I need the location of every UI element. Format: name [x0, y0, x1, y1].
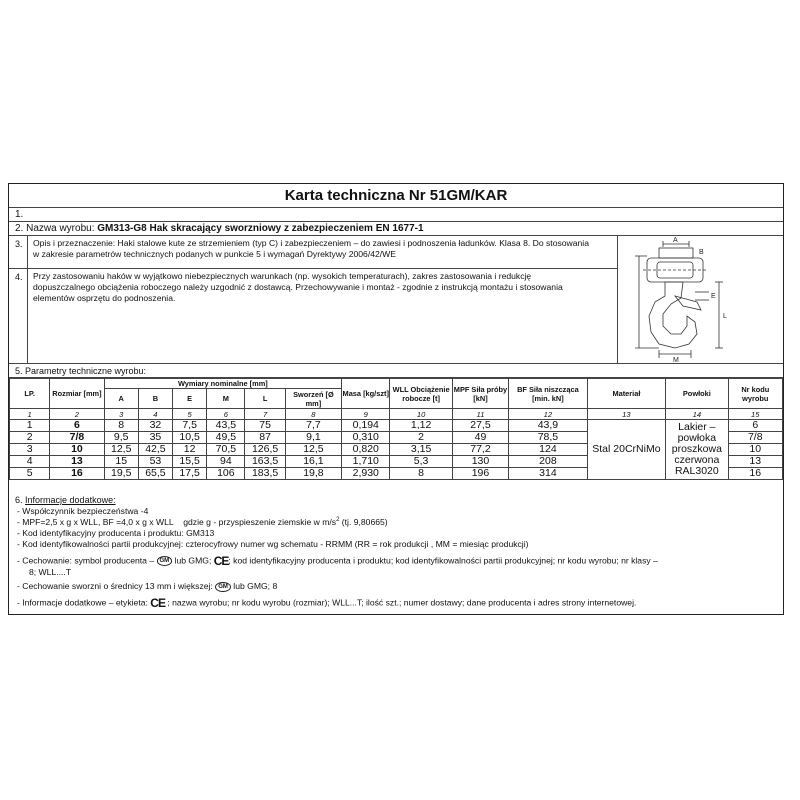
cell-sworzen: 9,1: [285, 432, 341, 444]
cell-lp: 2: [10, 432, 50, 444]
label-info: Informacje dodatkowe – etykieta:: [22, 597, 148, 608]
cell-powloki: Lakier – powłoka proszkowa czerwona RAL3020: [666, 420, 728, 480]
row-1: 1.: [9, 208, 783, 222]
description-section: [9, 236, 783, 364]
cell-mpf: 77,2: [452, 444, 508, 456]
info-line-1: - Współczynnik bezpieczeństwa -4: [17, 506, 149, 516]
cell-m: 43,5: [207, 420, 245, 432]
cell-a: 12,5: [104, 444, 138, 456]
parameters-table: [9, 378, 783, 480]
header-powloki: Powłoki: [666, 379, 728, 409]
cell-lp: 1: [10, 420, 50, 432]
column-index: 13: [587, 409, 666, 420]
cell-m: 49,5: [207, 432, 245, 444]
cell-b: 42,5: [138, 444, 172, 456]
cell-m: 106: [207, 468, 245, 480]
cell-material: Stal 20CrNiMo: [587, 420, 666, 480]
formula-note: gdzie g - przyspieszenie ziemskie w m/s: [183, 517, 337, 527]
header-nr-kodu: Nr kodu wyrobu: [728, 379, 782, 409]
cell-e: 17,5: [173, 468, 207, 480]
cell-a: 15: [104, 456, 138, 468]
dim-label-a: A: [673, 237, 678, 244]
product-name-label: 2. Nazwa wyrobu:: [15, 223, 95, 234]
info-heading: [15, 495, 116, 505]
header-a: A: [104, 389, 138, 409]
cell-nr-kodu: 16: [728, 468, 782, 480]
column-index: 15: [728, 409, 782, 420]
section-5-heading: 5. Parametry techniczne wyrobu:: [9, 364, 783, 378]
info-line-3: - Kod identyfikacyjny producenta i produktu: GM313: [17, 528, 215, 538]
cell-wll: 2: [390, 432, 452, 444]
cell-wll: 8: [390, 468, 452, 480]
sheet-title: Karta techniczna Nr 51GM/KAR: [9, 184, 783, 208]
column-index: 3: [104, 409, 138, 420]
technical-sheet: [8, 183, 784, 615]
header-mpf: MPF Siła próby [kN]: [452, 379, 508, 409]
column-index: 6: [207, 409, 245, 420]
cell-lp: 3: [10, 444, 50, 456]
info-line-4: - Kod identyfikowalności partii produkcyjnej: czterocyfrowy numer wg schematu - RRMM (RR = rok produkcji , MM = miesiąc produkcji): [17, 539, 529, 549]
column-index: 11: [452, 409, 508, 420]
cell-l: 126,5: [245, 444, 285, 456]
cell-b: 53: [138, 456, 172, 468]
column-index: 8: [285, 409, 341, 420]
cell-bf: 43,9: [509, 420, 588, 432]
cell-masa: 0,194: [342, 420, 390, 432]
cell-wll: 5,3: [390, 456, 452, 468]
cell-b: 35: [138, 432, 172, 444]
cell-nr-kodu: 10: [728, 444, 782, 456]
cell-a: 8: [104, 420, 138, 432]
marking-text: Cechowanie: symbol producenta –: [22, 555, 155, 566]
cell-lp: 4: [10, 456, 50, 468]
cell-bf: 208: [509, 456, 588, 468]
divider: [617, 236, 618, 363]
cell-sworzen: 16,1: [285, 456, 341, 468]
cell-a: 19,5: [104, 468, 138, 480]
header-wymiary: Wymiary nominalne [mm]: [104, 379, 342, 389]
cell-rozmiar: 13: [50, 456, 104, 468]
header-bf: BF Siła niszcząca [min. kN]: [509, 379, 588, 409]
column-index: 9: [342, 409, 390, 420]
cell-sworzen: 12,5: [285, 444, 341, 456]
info-line-5: - Cechowanie: symbol producenta – GM lub GMG; CE; kod identyfikacyjny producenta i produktu; kod identyfikowalności partii produkcyjnej; nr kodu wyrobu; nr klasy –: [17, 554, 658, 568]
header-l: L: [245, 389, 285, 409]
column-index: 14: [666, 409, 728, 420]
header-m: M: [207, 389, 245, 409]
header-e: E: [173, 389, 207, 409]
cell-l: 183,5: [245, 468, 285, 480]
section-3-text: Opis i przeznaczenie: Haki stalowe kute ze strzemieniem (typ C) i zabezpieczeniem – do zawiesi i podnoszenia ładunków. Klasa 8. Do stosowania w zakresie parametrów technicznych podanych w punkcie 5 i wymagań Dyrektywy 2006/42/WE: [33, 238, 590, 259]
formula-g-value: (tj. 9,80665): [339, 517, 388, 527]
header-masa: Masa [kg/szt]: [342, 379, 390, 409]
pin-marking-2: lub GMG; 8: [233, 581, 278, 591]
cell-rozmiar: 6: [50, 420, 104, 432]
divider: [27, 236, 28, 364]
marking-text-2: lub GMG;: [174, 555, 212, 566]
header-wll: WLL Obciążenie robocze [t]: [390, 379, 452, 409]
cell-e: 15,5: [173, 456, 207, 468]
cell-b: 65,5: [138, 468, 172, 480]
divider: [9, 268, 617, 269]
formula-superscript: 2: [336, 517, 340, 524]
cell-mpf: 196: [452, 468, 508, 480]
info-line-2: - MPF=2,5 x g x WLL, BF =4,0 x g x WLL gdzie g - przyspieszenie ziemskie w $m/s^2$ (tj. 9,80665): [17, 517, 388, 527]
cell-mpf: 27,5: [452, 420, 508, 432]
cell-nr-kodu: 7/8: [728, 432, 782, 444]
column-index: 4: [138, 409, 172, 420]
header-lp: LP.: [10, 379, 50, 409]
header-b: B: [138, 389, 172, 409]
cell-nr-kodu: 6: [728, 420, 782, 432]
cell-l: 87: [245, 432, 285, 444]
cell-m: 94: [207, 456, 245, 468]
hook-drawing: [619, 236, 779, 364]
dim-label-b: B: [699, 249, 704, 256]
dim-label-m: M: [673, 357, 679, 364]
info-heading-text: Informacje dodatkowe:: [25, 495, 116, 505]
cell-wll: 3,15: [390, 444, 452, 456]
product-id-code: Kod identyfikacyjny producenta i produktu: GM313: [22, 528, 215, 538]
section-4-number: 4.: [15, 272, 23, 282]
cell-masa: 1,710: [342, 456, 390, 468]
info-line-7: - Informacje dodatkowe – etykieta: CE ; nazwa wyrobu; nr kodu wyrobu (rozmiar); WLL...T; ilość szt.; numer dostawy; dane producenta i adres strony internetowej.: [17, 596, 637, 610]
label-info-2: ; nazwa wyrobu; nr kodu wyrobu (rozmiar); WLL...T; ilość szt.; numer dostawy; dane producenta i adres strony internetowej.: [167, 597, 637, 608]
table-row: [10, 420, 783, 432]
formula: MPF=2,5 x g x WLL, BF =4,0 x g x WLL: [22, 517, 174, 527]
cell-rozmiar: 7/8: [50, 432, 104, 444]
marking-text-3: ; kod identyfikacyjny producenta i produktu; kod identyfikowalności partii produkcyjnej; nr kodu wyrobu; nr klasy –: [228, 555, 658, 566]
product-name: GM313-G8 Hak skracający sworzniowy z zabezpieczeniem EN 1677-1: [97, 223, 424, 234]
cell-wll: 1,12: [390, 420, 452, 432]
cell-b: 32: [138, 420, 172, 432]
cell-bf: 314: [509, 468, 588, 480]
info-line-5b: 8; WLL....T: [29, 567, 72, 577]
section-3-number: 3.: [15, 239, 23, 249]
ce-mark: CE: [213, 554, 229, 568]
cell-masa: 0,310: [342, 432, 390, 444]
column-index: 2: [50, 409, 104, 420]
cell-nr-kodu: 13: [728, 456, 782, 468]
ce-mark: CE: [150, 596, 165, 610]
cell-lp: 5: [10, 468, 50, 480]
cell-e: 12: [173, 444, 207, 456]
dim-label-l: L: [723, 313, 727, 320]
gm-logo: GM: [157, 556, 173, 566]
cell-l: 75: [245, 420, 285, 432]
cell-rozmiar: 10: [50, 444, 104, 456]
cell-e: 10,5: [173, 432, 207, 444]
cell-bf: 124: [509, 444, 588, 456]
cell-a: 9,5: [104, 432, 138, 444]
cell-bf: 78,5: [509, 432, 588, 444]
cell-l: 163,5: [245, 456, 285, 468]
section-4-text: Przy zastosowaniu haków w wyjątkowo niebezpiecznych warunkach (np. wysokich temperaturach), zakres zastosowania i redukcję dopuszczalnego obciążenia roboczego należy uzgodnić z dostawcą. Przechowywanie i montaż - zgodnie z instrukcją montażu i stosowania elementów osprzętu do podnoszenia.: [33, 271, 563, 303]
gm-logo: GM: [215, 582, 231, 592]
column-index: 10: [390, 409, 452, 420]
info-number: 6.: [15, 495, 23, 505]
product-name-row: [9, 222, 783, 236]
batch-code: Kod identyfikowalności partii produkcyjnej: czterocyfrowy numer wg schematu - RRMM (RR = rok produkcji , MM = miesiąc produkcji): [22, 539, 529, 549]
cell-masa: 0,820: [342, 444, 390, 456]
info-line-6: - Cechowanie sworzni o średnicy 13 mm i większej: GM lub GMG; 8: [17, 581, 278, 591]
cell-e: 7,5: [173, 420, 207, 432]
cell-mpf: 49: [452, 432, 508, 444]
header-rozmiar: Rozmiar [mm]: [50, 379, 104, 409]
cell-sworzen: 19,8: [285, 468, 341, 480]
cell-m: 70,5: [207, 444, 245, 456]
cell-rozmiar: 16: [50, 468, 104, 480]
column-index: 1: [10, 409, 50, 420]
safety-factor: Współczynnik bezpieczeństwa -4: [22, 506, 149, 516]
header-sworzen: Sworzeń [Ø mm]: [285, 389, 341, 409]
cell-sworzen: 7,7: [285, 420, 341, 432]
header-material: Materiał: [587, 379, 666, 409]
column-index: 7: [245, 409, 285, 420]
cell-masa: 2,930: [342, 468, 390, 480]
dim-label-e: E: [711, 293, 716, 300]
column-index: 5: [173, 409, 207, 420]
pin-marking: Cechowanie sworzni o średnicy 13 mm i większej:: [22, 581, 213, 591]
cell-mpf: 130: [452, 456, 508, 468]
column-index: 12: [509, 409, 588, 420]
